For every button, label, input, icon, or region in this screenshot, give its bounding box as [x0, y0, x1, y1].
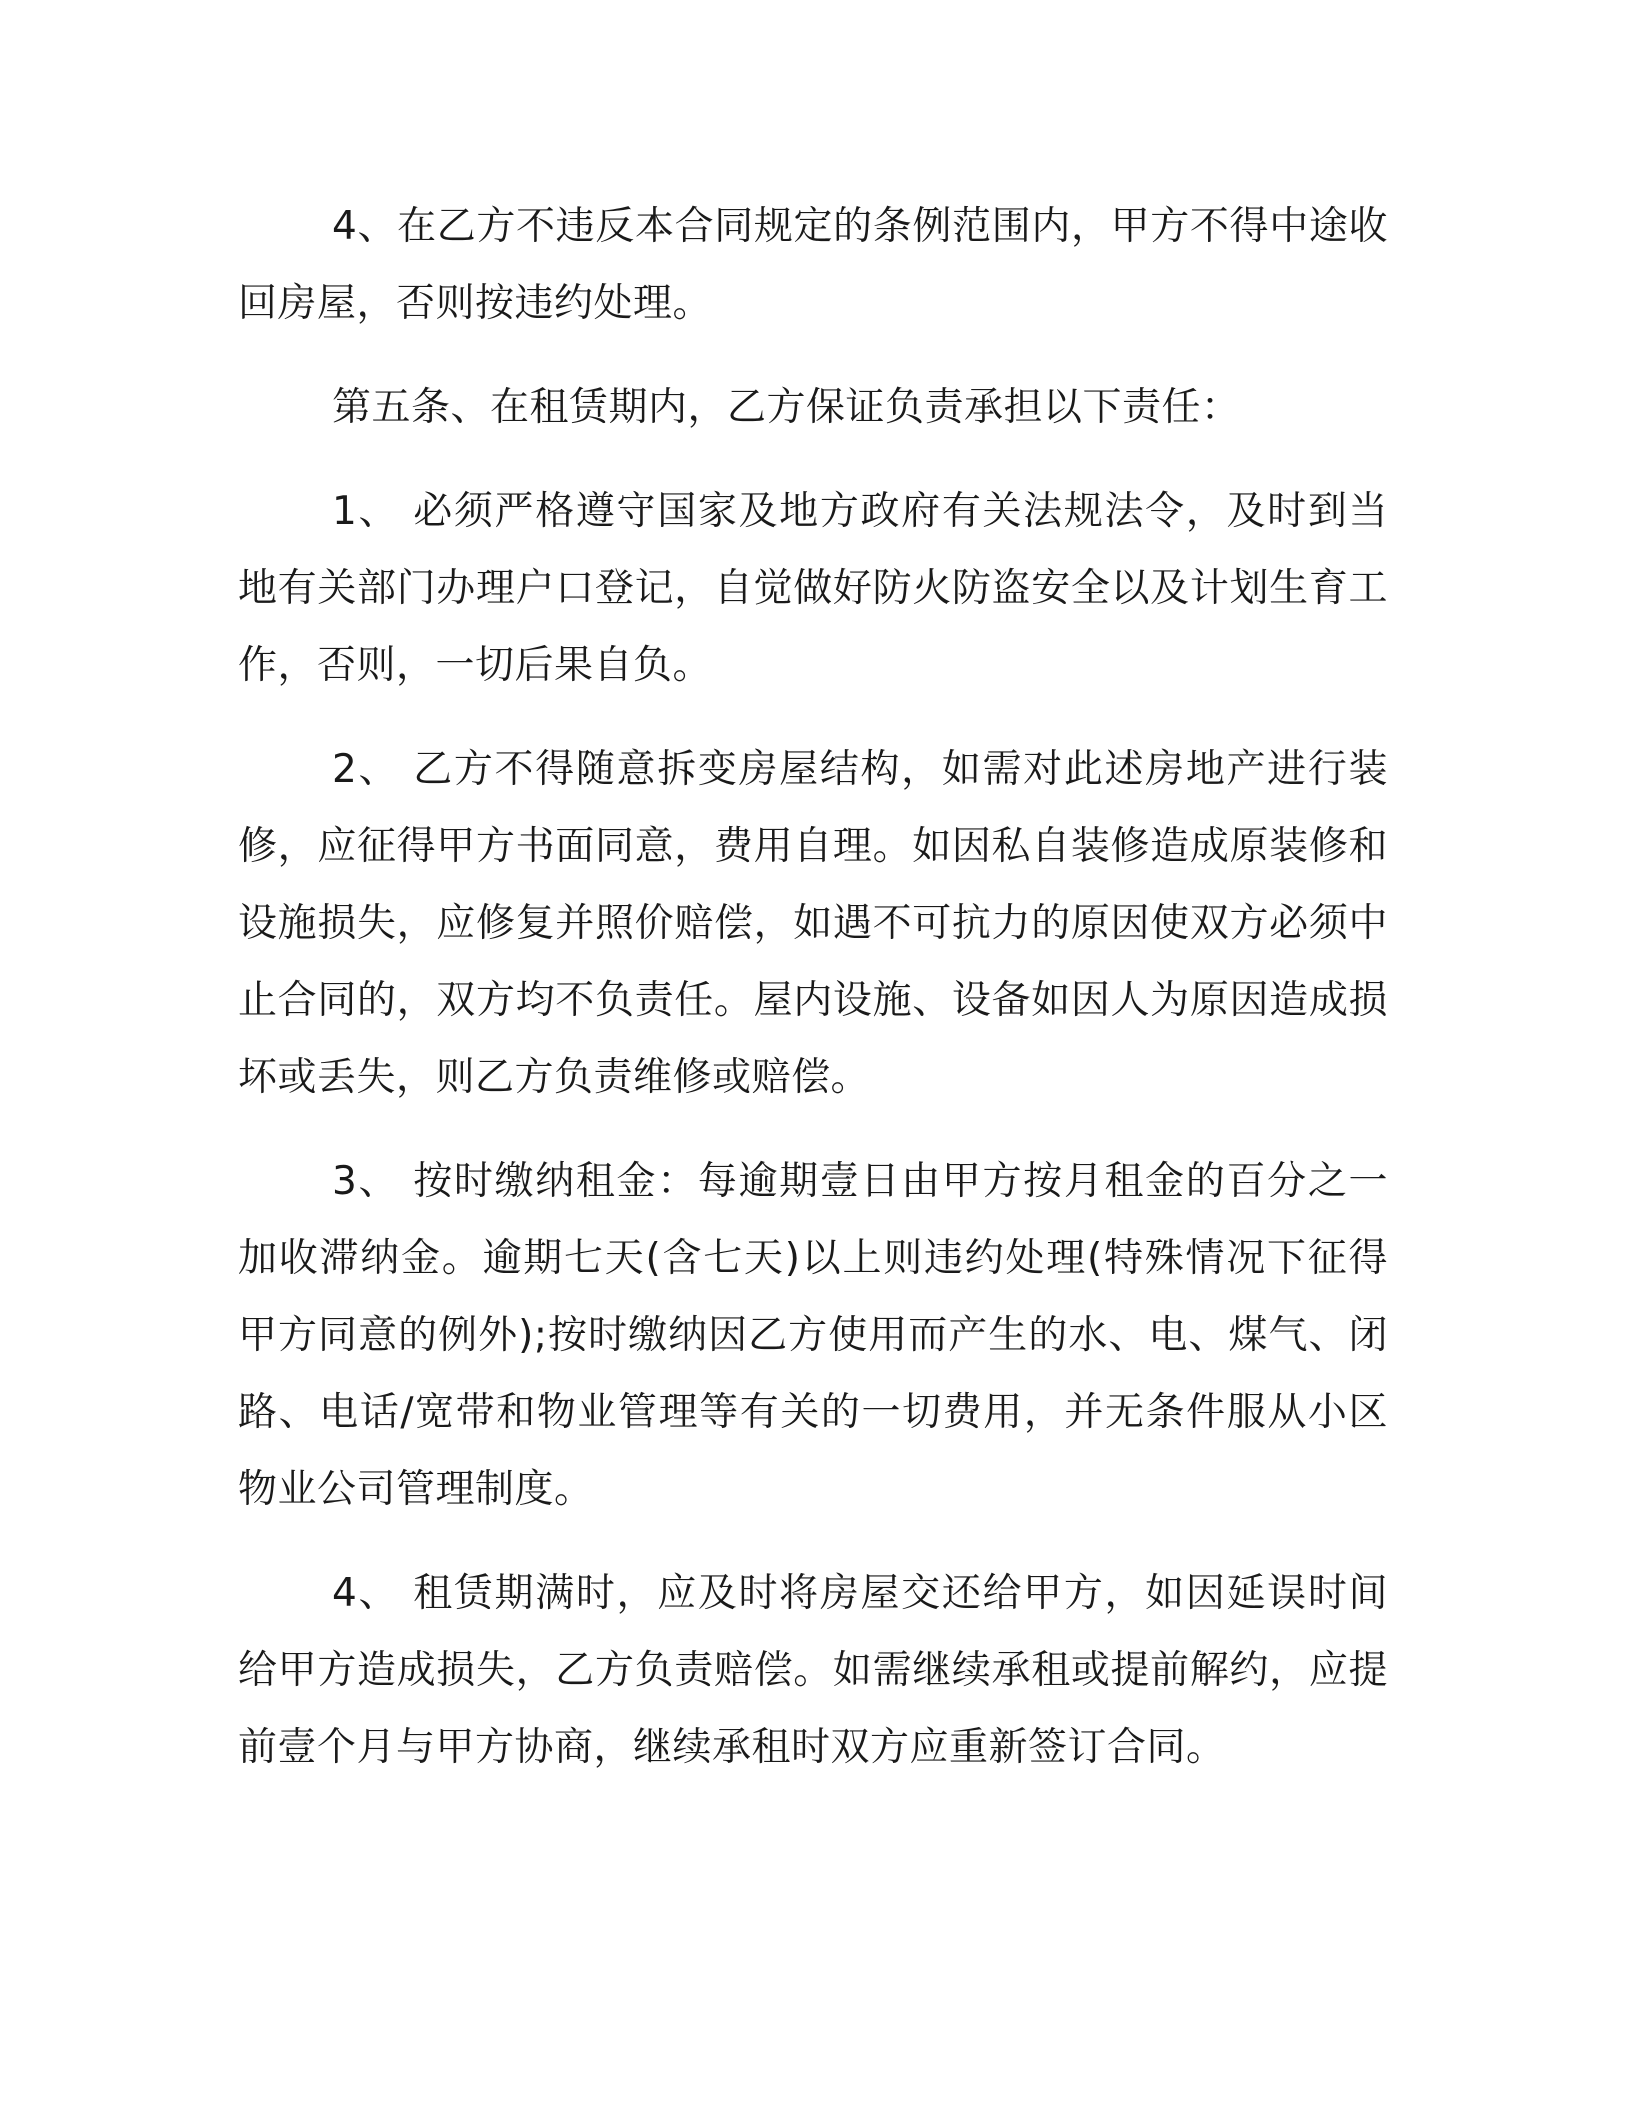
document-body	[238, 188, 1388, 1813]
paragraph-clause-4-landlord: 4、在乙方不违反本合同规定的条例范围内，甲方不得中途收回房屋，否则按违约处理。	[238, 204, 1388, 326]
paragraph-article-5-heading: 第五条、在租赁期内，乙方保证负责承担以下责任：	[332, 385, 1241, 430]
paragraph-item-3: 3、 按时缴纳租金：每逾期壹日由甲方按月租金的百分之一加收滞纳金。逾期七天(含七天)以上则违约处理(特殊情况下征得甲方同意的例外);按时缴纳因乙方使用而产生的水、电、煤气、闭路、电话/宽带和物业管理等有关的一切费用，并无条件服从小区物业公司管理制度。	[238, 1159, 1388, 1512]
paragraph-item-1: 1、 必须严格遵守国家及地方政府有关法规法令，及时到当地有关部门办理户口登记，自觉做好防火防盗安全以及计划生育工作，否则，一切后果自负。	[238, 489, 1388, 688]
paragraph-item-4: 4、 租赁期满时，应及时将房屋交还给甲方，如因延误时间给甲方造成损失，乙方负责赔偿。如需继续承租或提前解约，应提前壹个月与甲方协商，继续承租时双方应重新签订合同。	[238, 1571, 1388, 1770]
paragraph-item-2: 2、 乙方不得随意拆变房屋结构，如需对此述房地产进行装修，应征得甲方书面同意，费用自理。如因私自装修造成原装修和设施损失，应修复并照价赔偿，如遇不可抗力的原因使双方必须中止合同的，双方均不负责任。屋内设施、设备如因人为原因造成损坏或丢失，则乙方负责维修或赔偿。	[238, 747, 1388, 1100]
